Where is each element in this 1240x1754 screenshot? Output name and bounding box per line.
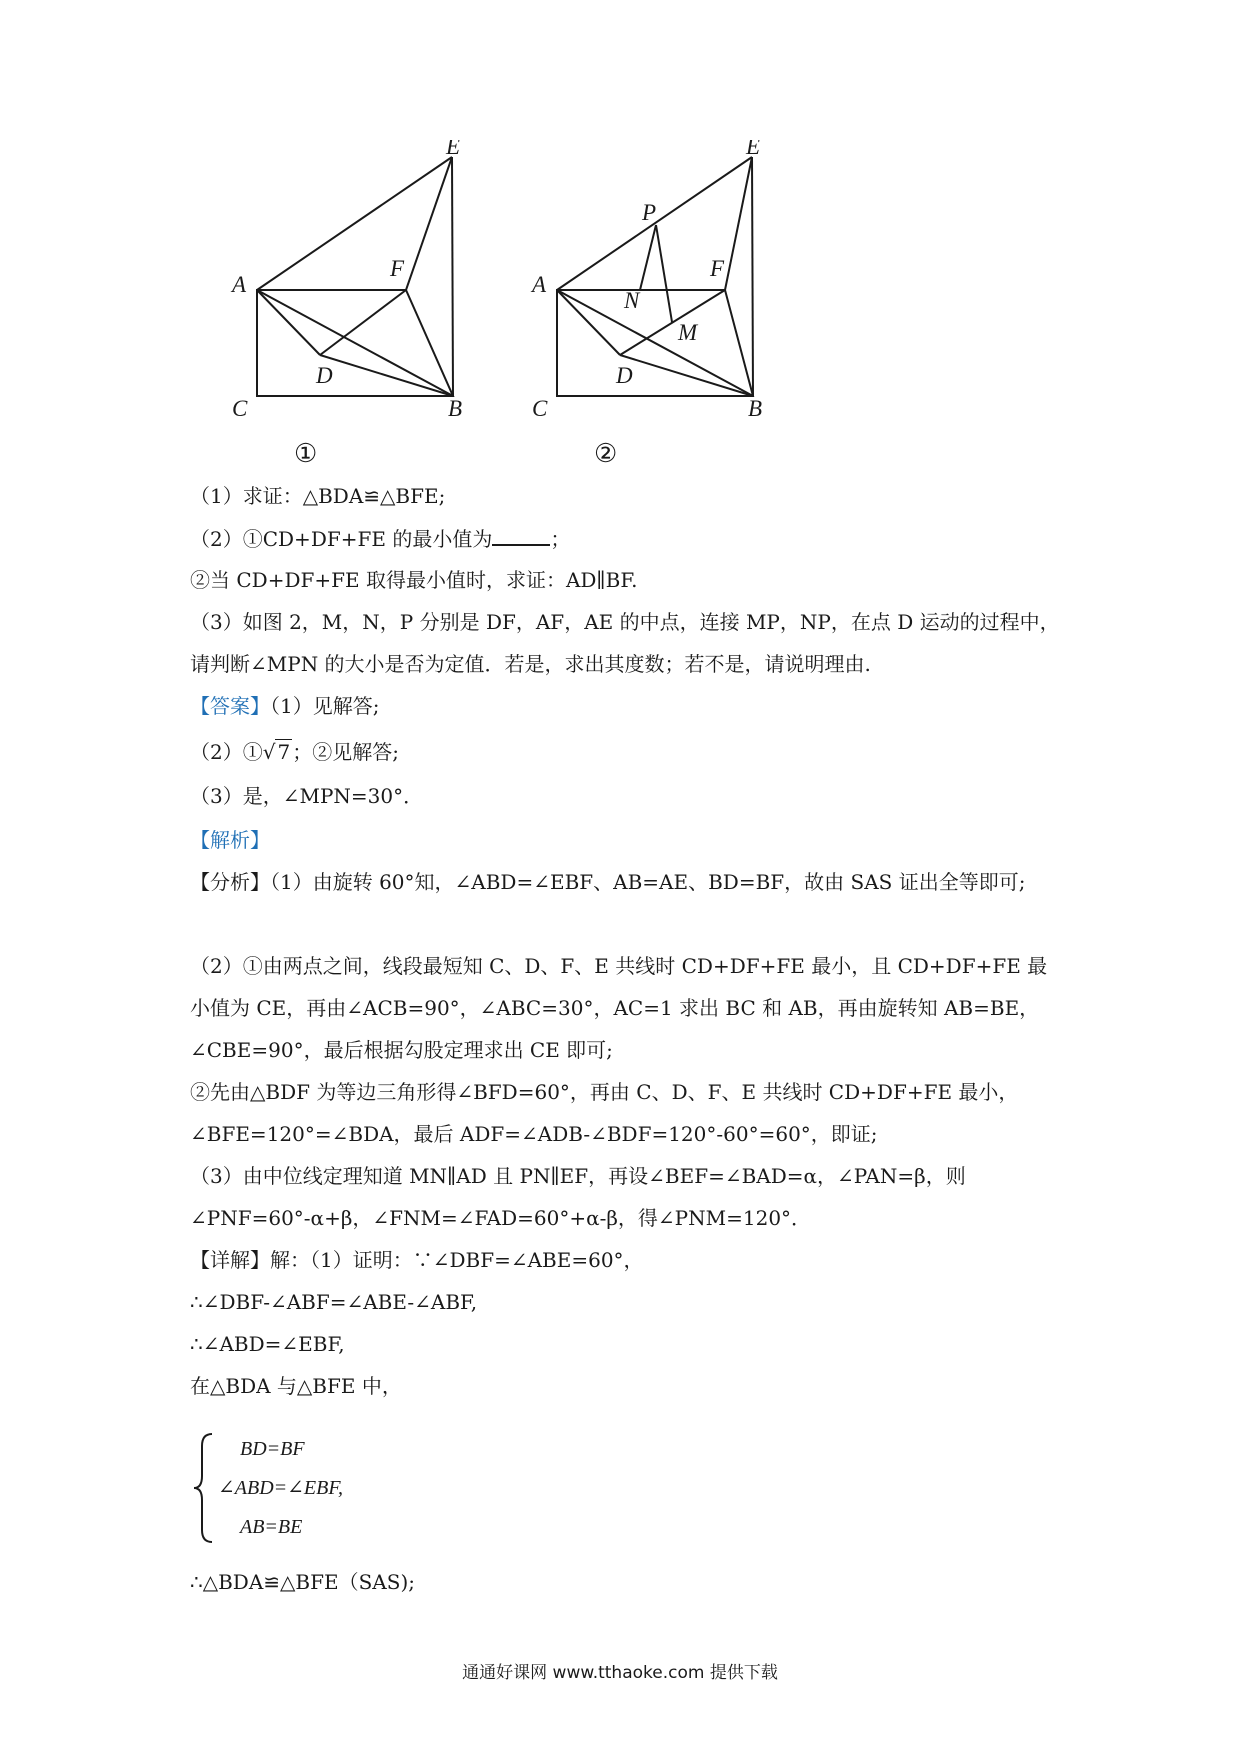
fig2-label-a: A xyxy=(532,272,547,297)
fig1-label-f: F xyxy=(390,256,405,281)
fig1-caption: ① xyxy=(294,439,318,468)
fig2-label-e: E xyxy=(746,140,761,159)
fig2-label-f: F xyxy=(710,256,725,281)
question-3a: （3）如图 2，M，N，P 分别是 DF，AF，AE 的中点，连接 MP，NP，在点 D 运动的过程中， xyxy=(190,610,1060,634)
system-row-2 xyxy=(218,1473,343,1503)
question-2a-tail: ； xyxy=(550,527,571,551)
equation-system xyxy=(190,1430,450,1550)
system-row-3: AB=BE xyxy=(240,1516,303,1538)
geometry-figures xyxy=(220,140,800,470)
figure-2 xyxy=(530,140,762,468)
answer-2-suffix: ；②见解答; xyxy=(292,740,399,764)
fig2-label-n: N xyxy=(624,288,640,313)
answer-1-text: （1）见解答; xyxy=(270,694,380,718)
fig1-label-d: D xyxy=(316,363,333,388)
fig1-line-ae xyxy=(257,157,452,290)
question-2a-text: （2）①CD+DF+FE 的最小值为 xyxy=(190,527,493,551)
detail-2: ∴∠DBF-∠ABF=∠ABE-∠ABF, xyxy=(190,1290,478,1314)
sqrt-seven: √ 7 xyxy=(262,740,291,764)
analysis-p2c: ∠CBE=90°，最后根据勾股定理求出 CE 即可; xyxy=(190,1038,613,1062)
fig2-line-ab xyxy=(557,290,753,396)
figure-1 xyxy=(230,140,462,468)
fig1-line-ad xyxy=(257,290,320,355)
fig2-caption: ② xyxy=(594,439,618,468)
analysis-p4a: （3）由中位线定理知道 MN∥AD 且 PN∥EF，再设∠BEF=∠BAD=α，∠PAN=β，则 xyxy=(190,1164,966,1188)
detail-1: 【详解】解：（1）证明：∵∠DBF=∠ABE=60°， xyxy=(190,1248,644,1272)
answer-2 xyxy=(190,738,399,766)
question-1: （1）求证：△BDA≌△BFE; xyxy=(190,484,446,508)
fig2-label-b: B xyxy=(748,396,763,421)
fig2-label-c: C xyxy=(532,396,548,421)
question-3b: 请判断∠MPN 的大小是否为定值．若是，求出其度数；若不是，请说明理由. xyxy=(190,652,871,676)
analysis-p4b: ∠PNF=60°-α+β，∠FNM=∠FAD=60°+α-β，得∠PNM=120°． xyxy=(190,1206,812,1230)
fig1-line-df xyxy=(320,290,406,355)
fig2-line-pn xyxy=(640,225,656,290)
fig2-line-eb xyxy=(752,157,753,396)
fig2-label-m: M xyxy=(678,320,698,345)
system-row-2-comma: , xyxy=(337,1477,343,1499)
question-2b: ②当 CD+DF+FE 取得最小值时，求证：AD∥BF. xyxy=(190,568,638,592)
fig2-line-pm xyxy=(656,225,672,322)
detail-3: ∴∠ABD=∠EBF, xyxy=(190,1332,345,1356)
detail-4: 在△BDA 与△BFE 中， xyxy=(190,1374,402,1398)
fig1-line-ab xyxy=(257,290,453,396)
fig2-line-ef xyxy=(725,157,752,290)
fig1-line-ef xyxy=(406,157,452,290)
fig1-label-e: E xyxy=(446,140,461,159)
answer-2-prefix: （2）① xyxy=(190,740,263,764)
system-row-1: BD=BF xyxy=(240,1438,305,1460)
analysis-p1: 【分析】（1）由旋转 60°知，∠ABD=∠EBF、AB=AE、BD=BF，故由 SAS 证出全等即可; xyxy=(190,870,1026,894)
fig1-label-c: C xyxy=(232,396,248,421)
left-brace-icon xyxy=(190,1430,220,1546)
analysis-p3a: ②先由△BDF 为等边三角形得∠BFD=60°，再由 C、D、F、E 共线时 CD+DF+FE 最小， xyxy=(190,1080,1019,1104)
answer-label: 【答案】 xyxy=(190,694,270,718)
analysis-p2a: （2）①由两点之间，线段最短知 C、D、F、E 共线时 CD+DF+FE 最小，且 CD+DF+FE 最 xyxy=(190,954,1048,978)
analysis-p3b: ∠BFE=120°=∠BDA，最后 ADF=∠ADB-∠BDF=120°-60°=60°，即证; xyxy=(190,1122,878,1146)
fig1-label-a: A xyxy=(232,272,247,297)
fig2-line-ad xyxy=(557,290,620,355)
fig1-line-eb xyxy=(452,157,453,396)
system-row-2-eq: ∠ABD=∠EBF xyxy=(218,1477,338,1499)
fig2-label-d: D xyxy=(616,363,633,388)
answer-blank xyxy=(492,524,550,546)
footer-credit: 通通好课网 www.tthaoke.com 提供下载 xyxy=(462,1663,778,1683)
sqrt-radicand: 7 xyxy=(277,740,291,764)
figures-svg xyxy=(220,140,800,470)
answer-1 xyxy=(190,692,379,720)
question-2a xyxy=(190,524,570,553)
detail-5: ∴△BDA≌△BFE（SAS); xyxy=(190,1570,415,1594)
fig1-label-b: B xyxy=(448,396,463,421)
analysis-label: 【解析】 xyxy=(190,828,270,852)
fig2-label-p: P xyxy=(642,200,657,225)
answer-3: （3）是，∠MPN=30°． xyxy=(190,784,424,808)
analysis-p2b: 小值为 CE，再由∠ACB=90°，∠ABC=30°，AC=1 求出 BC 和 AB，再由旋转知 AB=BE， xyxy=(190,996,1040,1020)
